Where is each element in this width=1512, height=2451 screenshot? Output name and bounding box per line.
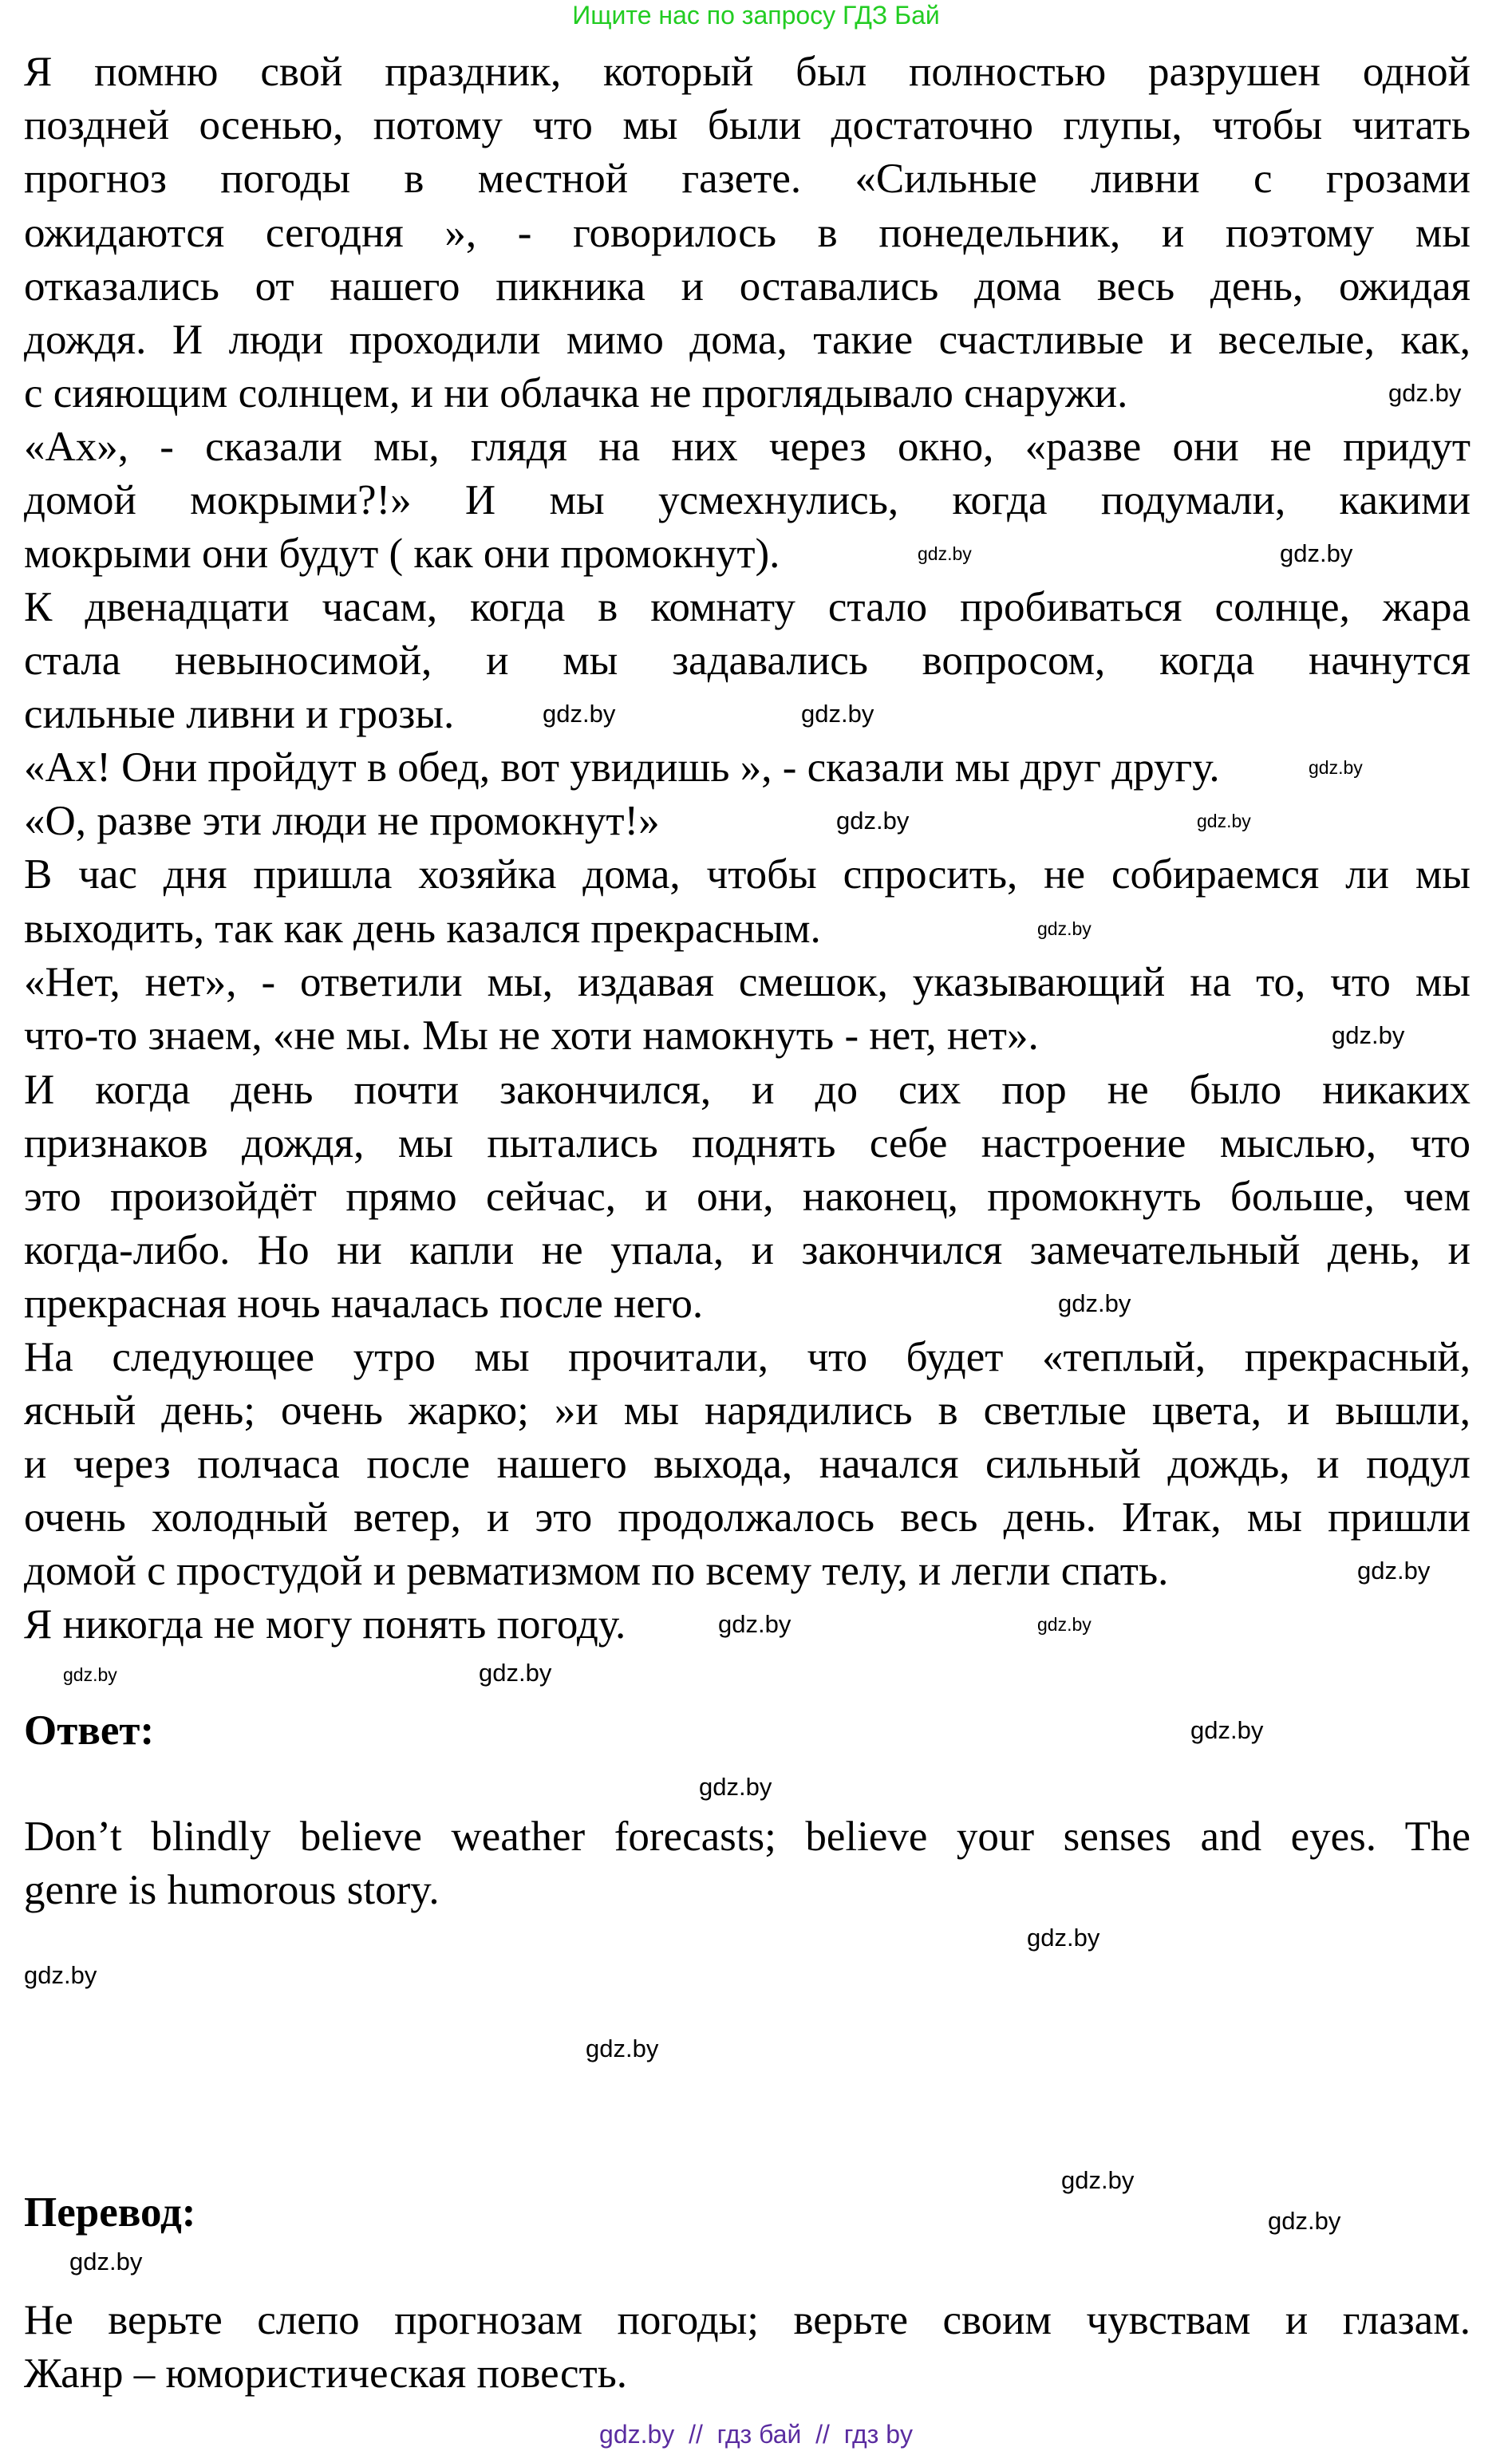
watermark: gdz.by [836, 807, 910, 835]
text-line: это произойдёт прямо сейчас, и они, наконец, промокнуть больше, чем [24, 1174, 1471, 1220]
translation-line: Жанр – юмористическая повесть. [24, 2350, 628, 2397]
text-line: Я помню свой праздник, который был полностью разрушен одной [24, 49, 1471, 95]
text-line: когда-либо. Но ни капли не упала, и закончился замечательный день, и [24, 1227, 1471, 1273]
text-line: и через полчаса после нашего выхода, начался сильный дождь, и подул [24, 1441, 1471, 1487]
watermark: gdz.by [1027, 1924, 1100, 1952]
text-line: выходить, так как день казался прекрасным. [24, 906, 821, 952]
watermark: gdz.by [1190, 1716, 1264, 1744]
text-line: В час дня пришла хозяйка дома, чтобы спросить, не собираемся ли мы [24, 851, 1471, 898]
watermark: gdz.by [718, 1610, 792, 1638]
text-line: И когда день почти закончился, и до сих пор не было никаких [24, 1067, 1471, 1113]
text-line: дождя. И люди проходили мимо дома, такие счастливые и веселые, как, [24, 317, 1471, 363]
watermark: gdz.by [1037, 1614, 1092, 1635]
text-line: «Нет, нет», - ответили мы, издавая смешок, указывающий на то, что мы [24, 959, 1471, 1005]
watermark: gdz.by [24, 1961, 97, 1989]
watermark: gdz.by [1309, 757, 1363, 778]
watermark: gdz.by [63, 1664, 117, 1685]
text-line: домой мокрыми?!» И мы усмехнулись, когда подумали, какими [24, 477, 1471, 523]
footer-links[interactable]: gdz.by // гдз бай // гдз by [599, 2420, 913, 2449]
text-line: поздней осенью, потому что мы были достаточно глупы, чтобы читать [24, 102, 1471, 148]
watermark: gdz.by [699, 1773, 772, 1801]
text-line: ожидаются сегодня », - говорилось в понедельник, и поэтому мы [24, 210, 1471, 256]
promo-header: Ищите нас по запросу ГДЗ Бай [572, 1, 940, 30]
text-line: прекрасная ночь началась после него. [24, 1281, 704, 1327]
translation-line: Не верьте слепо прогнозам погоды; верьте своим чувствам и глазам. [24, 2297, 1471, 2343]
translation-heading: Перевод: [24, 2189, 196, 2236]
text-line: домой с простудой и ревматизмом по всему телу, и легли спать. [24, 1548, 1169, 1594]
text-line: Я никогда не могу понять погоду. [24, 1601, 626, 1648]
text-line: ясный день; очень жарко; »и мы нарядились в светлые цвета, и вышли, [24, 1387, 1471, 1434]
text-line: мокрыми они будут ( как они промокнут). [24, 531, 780, 577]
answer-heading: Ответ: [24, 1707, 155, 1754]
watermark: gdz.by [586, 2035, 659, 2062]
text-line: прогноз погоды в местной газете. «Сильные ливни с грозами [24, 156, 1471, 202]
watermark: gdz.by [801, 700, 874, 728]
text-line: сильные ливни и грозы. [24, 691, 455, 737]
watermark: gdz.by [918, 543, 972, 564]
answer-line: genre is humorous story. [24, 1867, 440, 1913]
watermark: gdz.by [1280, 539, 1353, 567]
text-line: очень холодный ветер, и это продолжалось весь день. Итак, мы пришли [24, 1494, 1471, 1541]
answer-line: Don’t blindly believe weather forecasts; believe your senses and eyes. The [24, 1814, 1471, 1860]
watermark: gdz.by [1061, 2166, 1135, 2194]
text-line: «О, разве эти люди не промокнут!» [24, 798, 660, 844]
watermark: gdz.by [1332, 1021, 1405, 1049]
watermark: gdz.by [1388, 379, 1462, 407]
text-line: с сияющим солнцем, и ни облачка не проглядывало снаружи. [24, 370, 1128, 416]
watermark: gdz.by [1357, 1557, 1431, 1585]
watermark: gdz.by [1268, 2207, 1341, 2235]
watermark: gdz.by [69, 2248, 143, 2275]
text-line: «Ах! Они пройдут в обед, вот увидишь », - сказали мы друг другу. [24, 744, 1220, 791]
text-line: К двенадцати часам, когда в комнату стало пробиваться солнце, жара [24, 584, 1471, 630]
text-line: что-то знаем, «не мы. Мы не хоти намокнуть - нет, нет». [24, 1012, 1039, 1059]
text-line: отказались от нашего пикника и оставались дома весь день, ожидая [24, 263, 1471, 310]
text-line: «Ах», - сказали мы, глядя на них через окно, «разве они не придут [24, 424, 1471, 470]
watermark: gdz.by [1037, 918, 1092, 939]
text-line: стала невыносимой, и мы задавались вопросом, когда начнутся [24, 637, 1471, 684]
watermark: gdz.by [479, 1659, 552, 1687]
watermark: gdz.by [543, 700, 616, 728]
text-line: признаков дождя, мы пытались поднять себе настроение мыслью, что [24, 1120, 1471, 1166]
watermark: gdz.by [1058, 1289, 1131, 1317]
text-line: На следующее утро мы прочитали, что будет «теплый, прекрасный, [24, 1334, 1471, 1380]
watermark: gdz.by [1197, 811, 1251, 831]
